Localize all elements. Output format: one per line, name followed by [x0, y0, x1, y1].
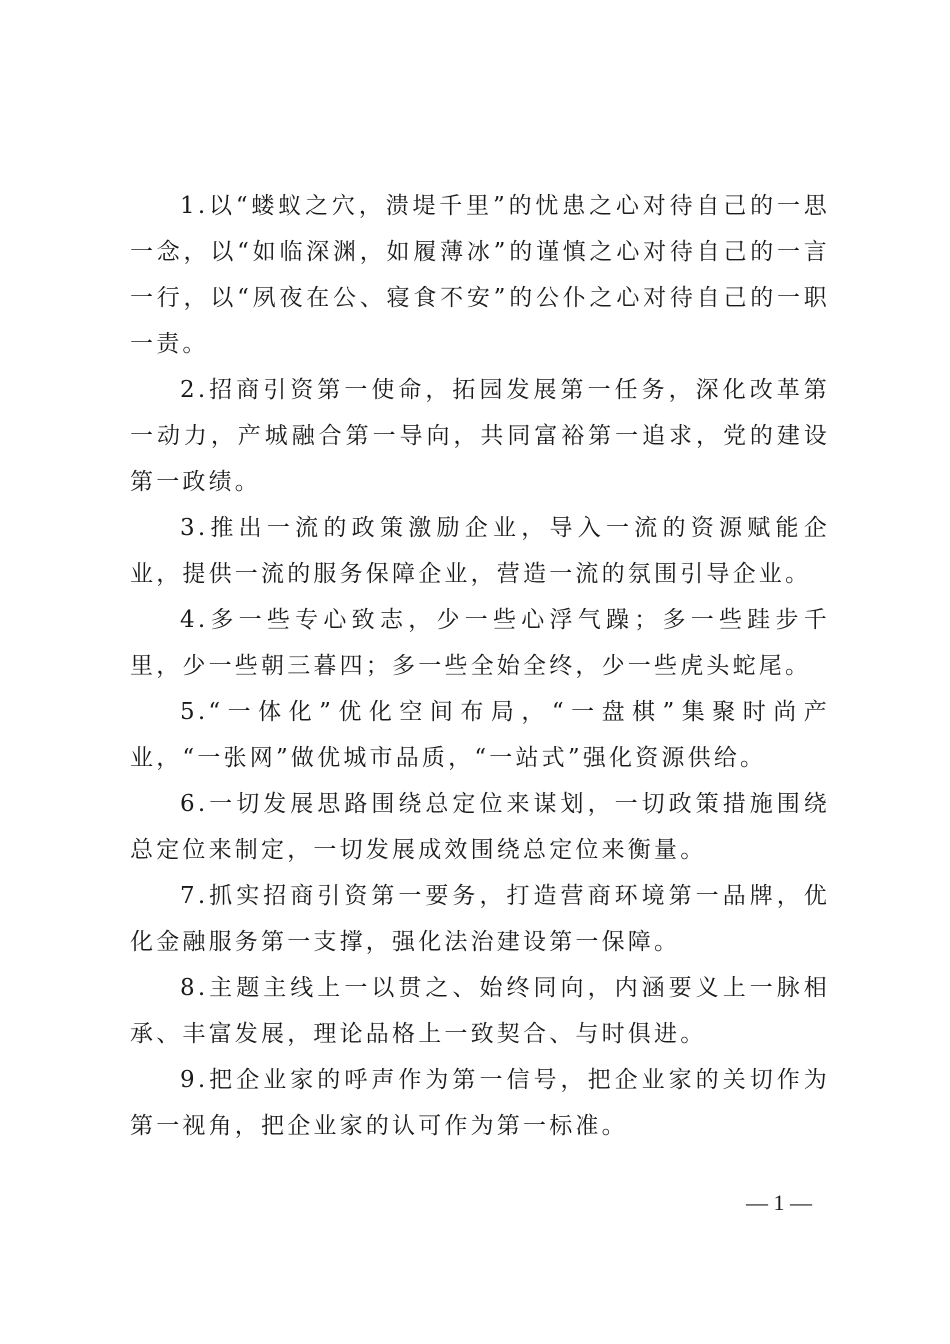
paragraph-7: 7.抓实招商引资第一要务，打造营商环境第一品牌，优化金融服务第一支撑，强化法治建设第一保障。: [130, 883, 830, 955]
paragraph-5: 5.“一体化”优化空间布局，“一盘棋”集聚时尚产业，“一张网”做优城市品质，“一站式”强化资源供给。: [130, 699, 830, 771]
document-body: [130, 183, 830, 1149]
paragraph-3: 3.推出一流的政策激励企业，导入一流的资源赋能企业，提供一流的服务保障企业，营造一流的氛围引导企业。: [130, 515, 830, 587]
paragraph-6: 6.一切发展思路围绕总定位来谋划，一切政策措施围绕总定位来制定，一切发展成效围绕总定位来衡量。: [130, 791, 830, 863]
paragraph-1: 1.以“蝼蚁之穴，溃堤千里”的忧患之心对待自己的一思一念，以“如临深渊，如履薄冰”的谨慎之心对待自己的一言一行，以“夙夜在公、寝食不安”的公仆之心对待自己的一职一责。: [130, 193, 830, 357]
paragraph-8: 8.主题主线上一以贯之、始终同向，内涵要义上一脉相承、丰富发展，理论品格上一致契合、与时俱进。: [130, 975, 830, 1047]
page-number: — 1 —: [746, 1190, 812, 1215]
paragraph-9: 9.把企业家的呼声作为第一信号，把企业家的关切作为第一视角，把企业家的认可作为第一标准。: [130, 1067, 830, 1139]
paragraph-2: 2.招商引资第一使命，拓园发展第一任务，深化改革第一动力，产城融合第一导向，共同富裕第一追求，党的建设第一政绩。: [130, 377, 830, 495]
paragraph-4: 4.多一些专心致志，少一些心浮气躁；多一些跬步千里，少一些朝三暮四；多一些全始全终，少一些虎头蛇尾。: [130, 607, 830, 679]
